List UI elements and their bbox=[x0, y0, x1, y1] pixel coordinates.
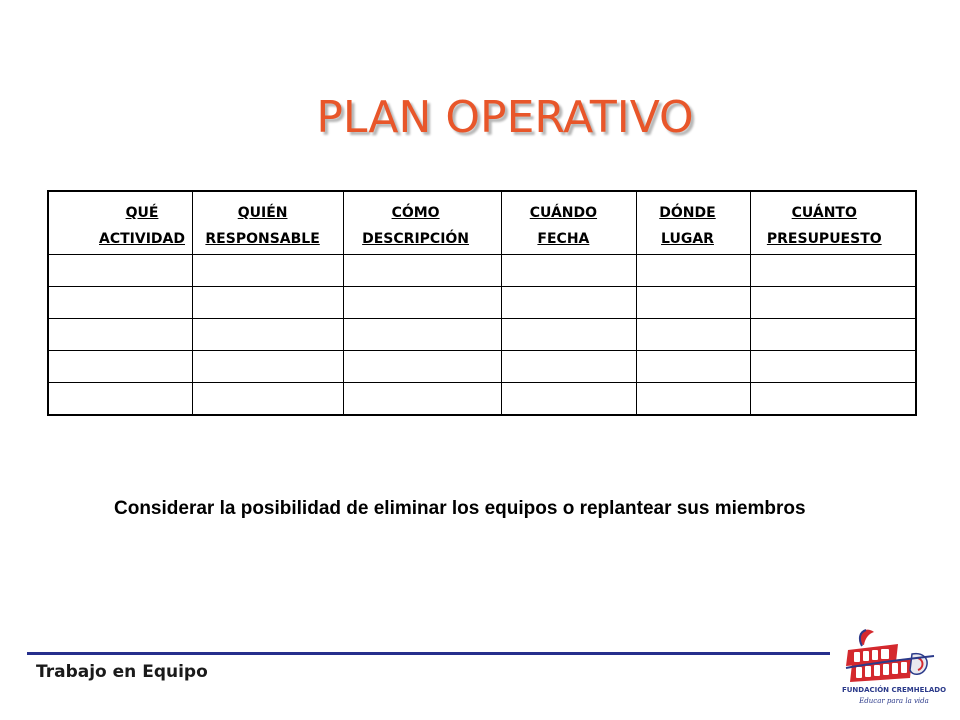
slide-title: PLAN OPERATIVO bbox=[316, 92, 694, 143]
table-cell bbox=[501, 255, 637, 287]
table-row bbox=[48, 383, 916, 416]
fundacion-cremhelado-logo bbox=[838, 624, 950, 716]
table-cell bbox=[193, 351, 344, 383]
logo-name-text: FUNDACIÓN CREMHELADO bbox=[841, 686, 947, 694]
table-row bbox=[48, 319, 916, 351]
table-cell bbox=[750, 383, 916, 416]
table-cell bbox=[344, 351, 502, 383]
header-label: QUÉ ACTIVIDAD bbox=[99, 205, 185, 247]
table-cell bbox=[344, 287, 502, 319]
table-cell bbox=[750, 287, 916, 319]
table-cell bbox=[193, 255, 344, 287]
header-cell-cuanto bbox=[750, 191, 916, 255]
table-cell bbox=[501, 319, 637, 351]
header-label: DÓNDE LUGAR bbox=[659, 205, 716, 247]
table-cell bbox=[750, 351, 916, 383]
table-cell bbox=[637, 287, 751, 319]
header-label: QUIÉN RESPONSABLE bbox=[205, 205, 320, 247]
table-cell bbox=[501, 287, 637, 319]
logo-tagline-text: Educar para la vida bbox=[859, 697, 929, 705]
table-cell bbox=[637, 351, 751, 383]
header-label: CUÁNDO FECHA bbox=[529, 205, 598, 247]
table-cell bbox=[48, 319, 193, 351]
table-cell bbox=[48, 287, 193, 319]
table-cell bbox=[501, 383, 637, 416]
table-header-row bbox=[48, 191, 916, 255]
header-cell-como bbox=[344, 191, 502, 255]
table-cell bbox=[637, 383, 751, 416]
footer-divider bbox=[27, 652, 830, 655]
cremhelado-logo-mark-icon bbox=[838, 624, 950, 686]
table-cell bbox=[750, 319, 916, 351]
table-cell bbox=[344, 255, 502, 287]
table-cell bbox=[637, 319, 751, 351]
table-cell bbox=[48, 351, 193, 383]
header-label: CUÁNTO PRESUPUESTO bbox=[766, 205, 882, 247]
note-text: Considerar la posibilidad de eliminar los equipos o replantear sus miembros bbox=[114, 498, 806, 519]
table-cell bbox=[501, 351, 637, 383]
header-cell-cuando bbox=[501, 191, 637, 255]
table-row bbox=[48, 255, 916, 287]
table-cell bbox=[193, 319, 344, 351]
table-cell bbox=[193, 287, 344, 319]
table-cell bbox=[48, 255, 193, 287]
table-cell bbox=[48, 383, 193, 416]
table-cell bbox=[750, 255, 916, 287]
table-cell bbox=[637, 255, 751, 287]
plan-table bbox=[47, 190, 917, 416]
footer-label: Trabajo en Equipo bbox=[36, 662, 208, 682]
header-cell-donde bbox=[637, 191, 751, 255]
table-row bbox=[48, 351, 916, 383]
header-cell-que bbox=[48, 191, 193, 255]
header-cell-quien bbox=[193, 191, 344, 255]
table-cell bbox=[193, 383, 344, 416]
header-label: CÓMO DESCRIPCIÓN bbox=[362, 205, 470, 247]
table-cell bbox=[344, 383, 502, 416]
table-cell bbox=[344, 319, 502, 351]
table-row bbox=[48, 287, 916, 319]
